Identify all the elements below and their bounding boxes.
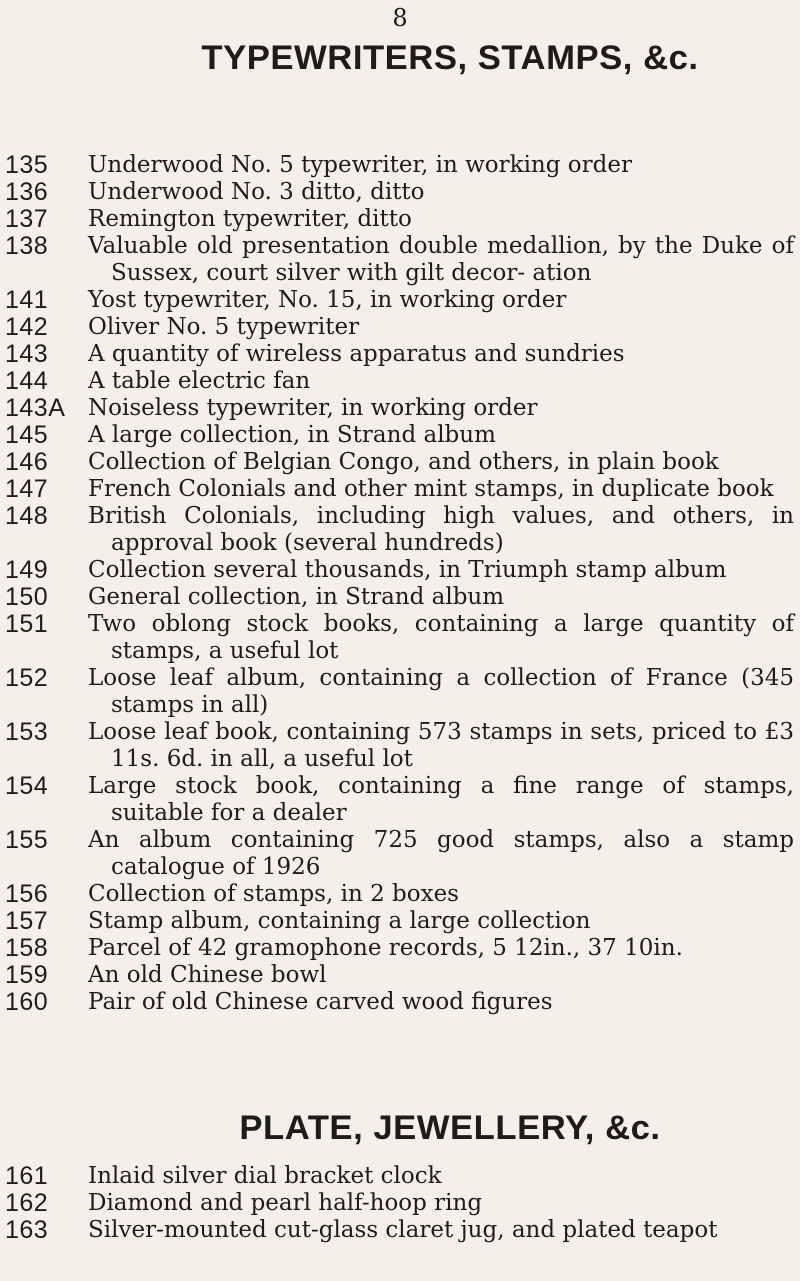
lot-description: Noiseless typewriter, in working order xyxy=(88,395,538,421)
lot-number: 137 xyxy=(5,205,49,233)
lot-number: 162 xyxy=(5,1189,49,1217)
lot-description: Valuable old presentation double medallion, by the Duke of Sussex, court silver with gilt decor- ation xyxy=(88,233,794,286)
lot-item xyxy=(0,287,800,314)
lot-item xyxy=(0,368,800,395)
lot-number: 149 xyxy=(5,556,49,584)
lot-item xyxy=(0,1217,800,1244)
lot-number: 158 xyxy=(5,934,49,962)
lot-description: Oliver No. 5 typewriter xyxy=(88,314,360,340)
lot-item xyxy=(0,341,800,368)
lot-description: Pair of old Chinese carved wood figures xyxy=(88,989,553,1015)
section-heading-typewriters: TYPEWRITERS, STAMPS, &c. xyxy=(201,39,699,77)
lot-number: 151 xyxy=(5,610,49,638)
lot-description: A quantity of wireless apparatus and sundries xyxy=(88,341,625,367)
lot-item xyxy=(0,476,800,503)
lot-list-typewriters xyxy=(0,152,800,1016)
lot-item xyxy=(0,152,800,179)
lot-description: Remington typewriter, ditto xyxy=(88,206,412,232)
lot-item xyxy=(0,962,800,989)
lot-item xyxy=(0,233,800,287)
lot-number: 150 xyxy=(5,583,49,611)
lot-description: Large stock book, containing a fine range of stamps, suitable for a dealer xyxy=(88,773,794,826)
lot-item xyxy=(0,881,800,908)
lot-number: 143A xyxy=(5,394,66,422)
lot-description: Underwood No. 3 ditto, ditto xyxy=(88,179,425,205)
lot-description: Inlaid silver dial bracket clock xyxy=(88,1163,442,1189)
lot-number: 161 xyxy=(5,1162,49,1190)
lot-item xyxy=(0,395,800,422)
lot-item xyxy=(0,422,800,449)
lot-item xyxy=(0,503,800,557)
lot-description: Underwood No. 5 typewriter, in working order xyxy=(88,152,632,178)
lot-item xyxy=(0,773,800,827)
lot-description: An album containing 725 good stamps, also a stamp catalogue of 1926 xyxy=(88,827,794,880)
lot-number: 155 xyxy=(5,826,49,854)
lot-item xyxy=(0,179,800,206)
lot-number: 144 xyxy=(5,367,49,395)
lot-number: 148 xyxy=(5,502,49,530)
lot-item xyxy=(0,449,800,476)
lot-description: A table electric fan xyxy=(88,368,311,394)
lot-description: Yost typewriter, No. 15, in working order xyxy=(88,287,567,313)
lot-item xyxy=(0,557,800,584)
lot-number: 154 xyxy=(5,772,49,800)
lot-description: British Colonials, including high values, and others, in approval book (several hundreds) xyxy=(88,503,794,556)
lot-item xyxy=(0,611,800,665)
lot-item xyxy=(0,206,800,233)
lot-description: A large collection, in Strand album xyxy=(88,422,496,448)
lot-description: French Colonials and other mint stamps, in duplicate book xyxy=(88,476,774,502)
lot-number: 136 xyxy=(5,178,49,206)
lot-item xyxy=(0,314,800,341)
lot-number: 153 xyxy=(5,718,49,746)
lot-number: 145 xyxy=(5,421,49,449)
section-heading-plate-jewellery: PLATE, JEWELLERY, &c. xyxy=(239,1109,661,1147)
lot-description: Two oblong stock books, containing a large quantity of stamps, a useful lot xyxy=(88,611,794,664)
lot-item xyxy=(0,584,800,611)
lot-description: Parcel of 42 gramophone records, 5 12in., 37 10in. xyxy=(88,935,683,961)
lot-number: 138 xyxy=(5,232,49,260)
lot-number: 156 xyxy=(5,880,49,908)
lot-description: Collection of Belgian Congo, and others, in plain book xyxy=(88,449,719,475)
lot-list-plate-jewellery xyxy=(0,1163,800,1244)
lot-description: An old Chinese bowl xyxy=(88,962,327,988)
lot-number: 157 xyxy=(5,907,49,935)
lot-description: Loose leaf book, containing 573 stamps in sets, priced to £3 11s. 6d. in all, a useful lot xyxy=(88,719,794,772)
lot-item xyxy=(0,908,800,935)
lot-item xyxy=(0,935,800,962)
lot-description: Diamond and pearl half-hoop ring xyxy=(88,1190,483,1216)
page-number: 8 xyxy=(392,4,408,32)
lot-description: Collection several thousands, in Triumph stamp album xyxy=(88,557,727,583)
lot-item xyxy=(0,665,800,719)
lot-description: Stamp album, containing a large collection xyxy=(88,908,591,934)
lot-number: 143 xyxy=(5,340,49,368)
lot-item xyxy=(0,1190,800,1217)
lot-item xyxy=(0,827,800,881)
lot-number: 159 xyxy=(5,961,49,989)
lot-item xyxy=(0,989,800,1016)
lot-number: 160 xyxy=(5,988,49,1016)
lot-item xyxy=(0,1163,800,1190)
lot-number: 146 xyxy=(5,448,49,476)
lot-description: General collection, in Strand album xyxy=(88,584,505,610)
lot-number: 141 xyxy=(5,286,49,314)
lot-number: 163 xyxy=(5,1216,49,1244)
lot-number: 147 xyxy=(5,475,49,503)
lot-description: Collection of stamps, in 2 boxes xyxy=(88,881,459,907)
lot-description: Silver-mounted cut-glass claret jug, and plated teapot xyxy=(88,1217,718,1243)
lot-number: 135 xyxy=(5,151,49,179)
lot-number: 142 xyxy=(5,313,49,341)
lot-number: 152 xyxy=(5,664,49,692)
lot-description: Loose leaf album, containing a collection of France (345 stamps in all) xyxy=(88,665,794,718)
lot-item xyxy=(0,719,800,773)
